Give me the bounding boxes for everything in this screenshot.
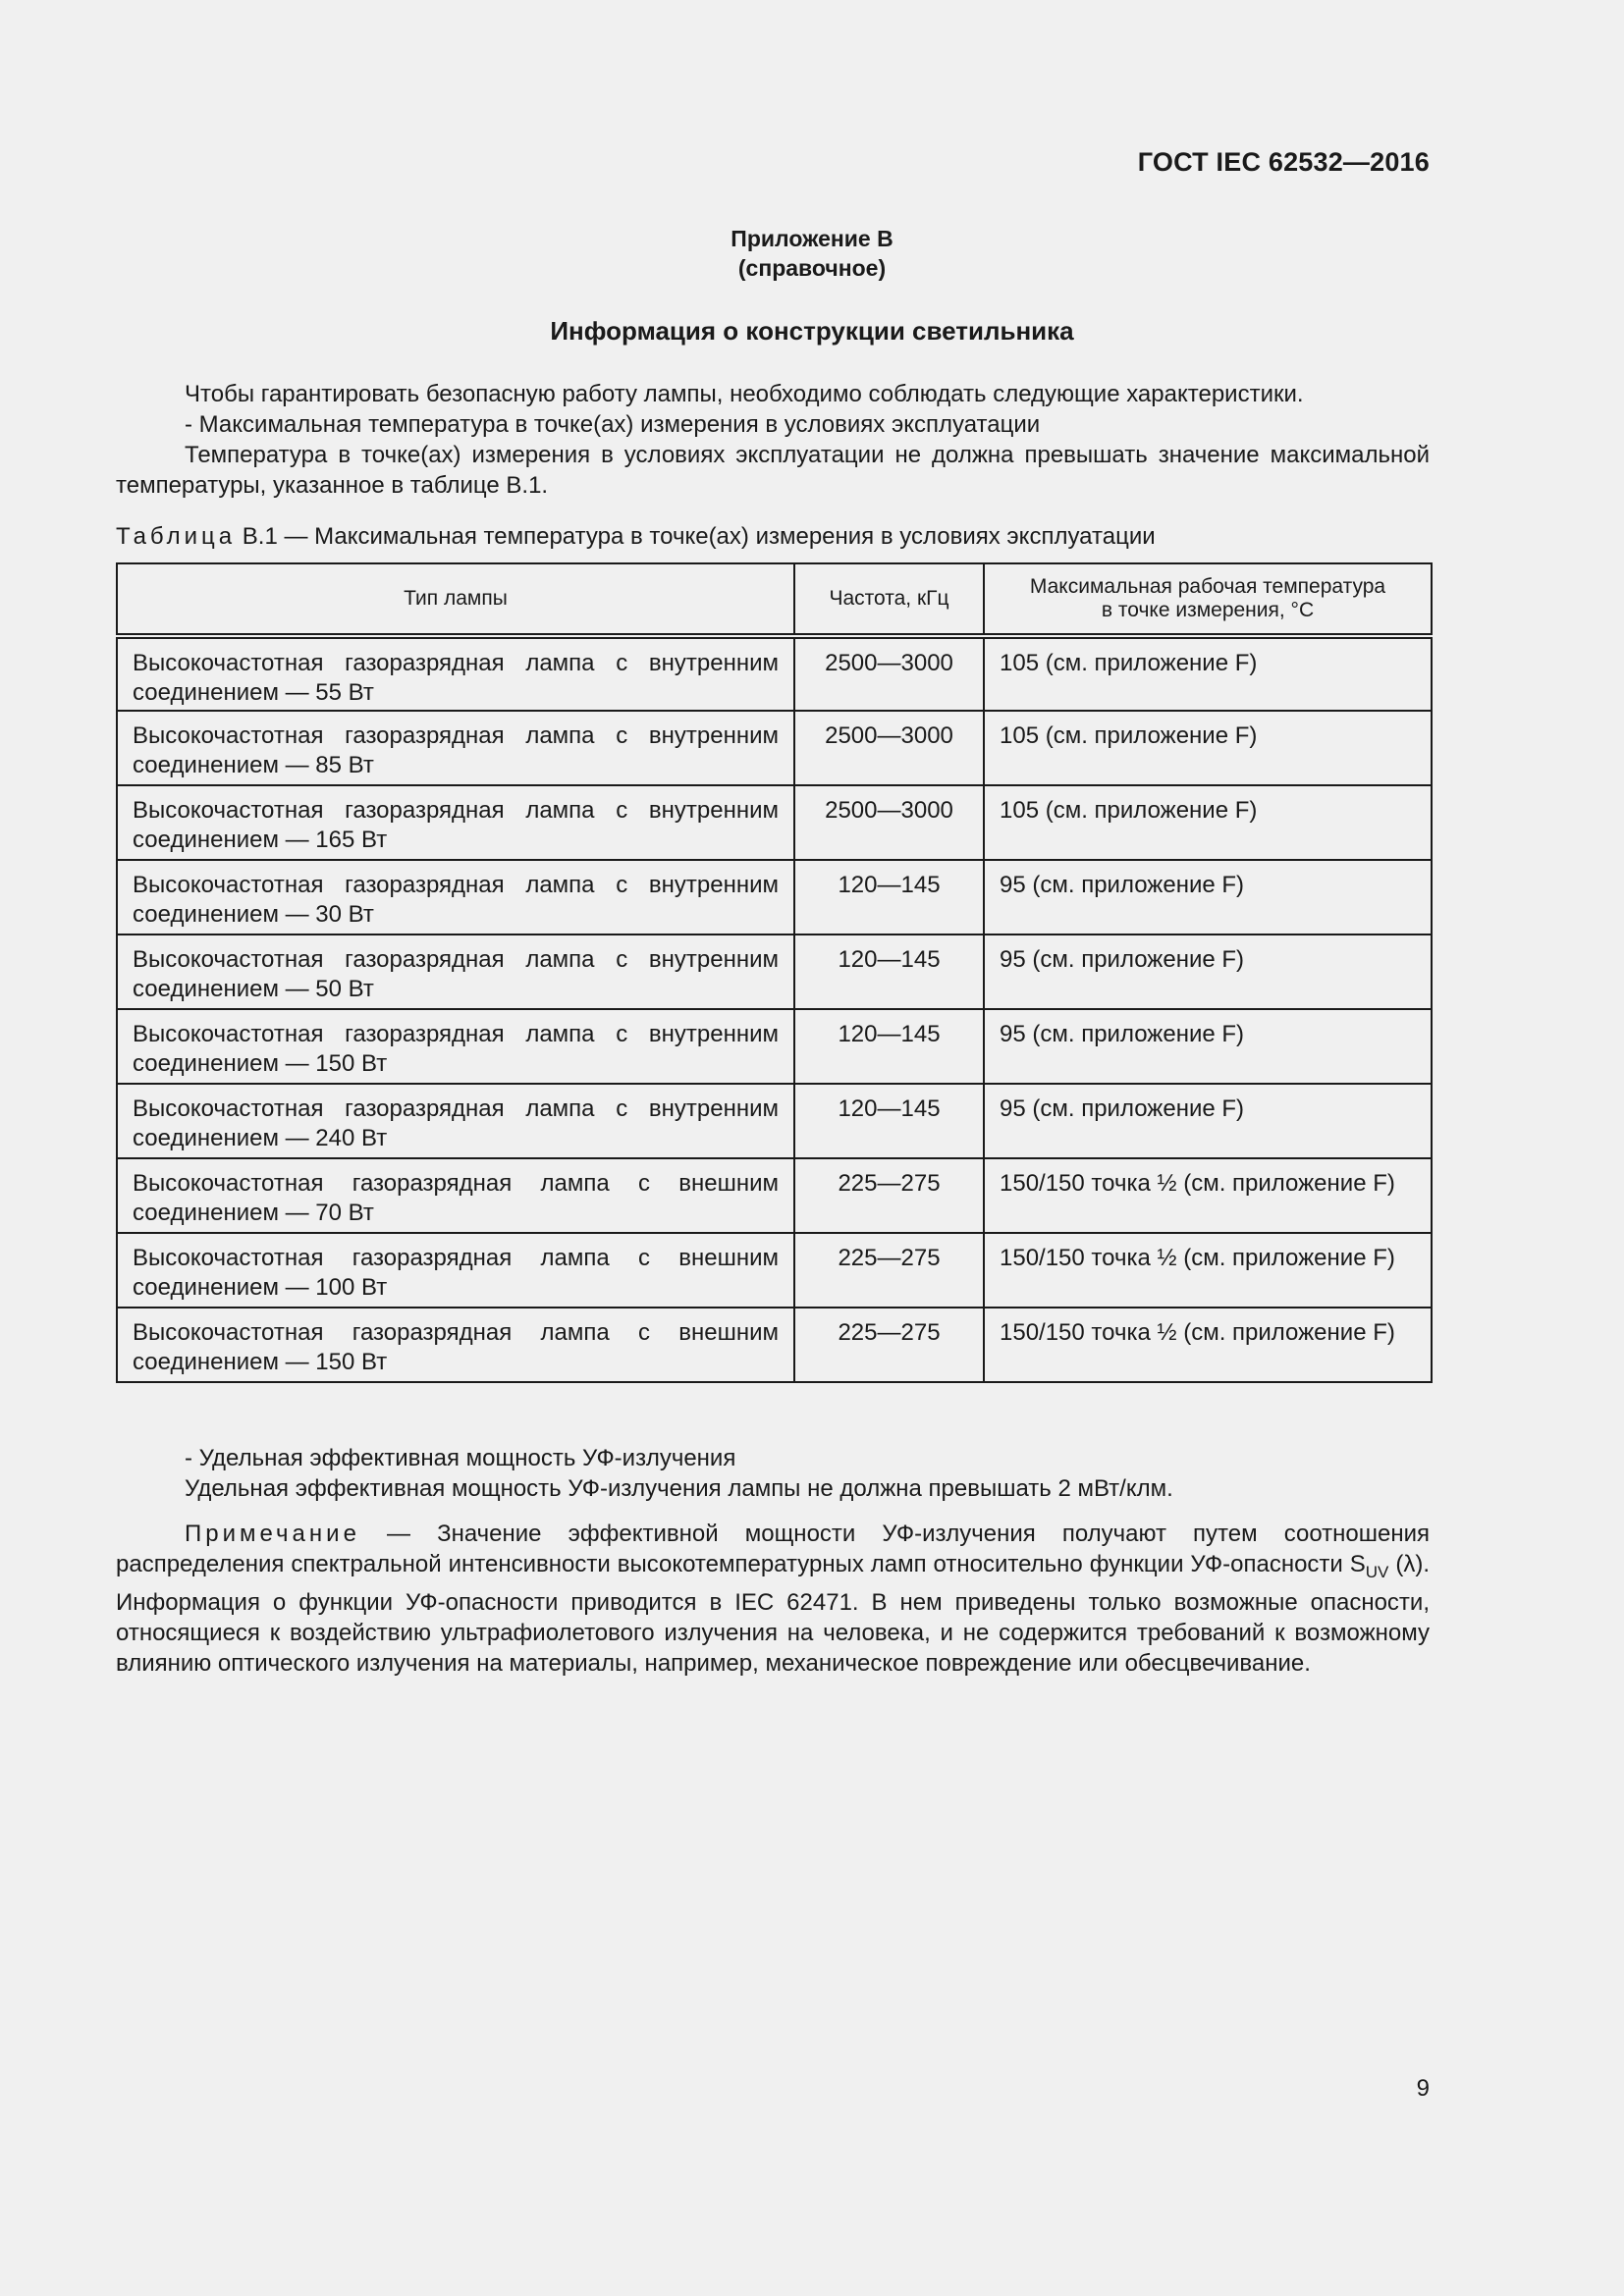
cell-freq: 2500—3000 [794, 636, 984, 711]
uv-paragraph-1: - Удельная эффективная мощность УФ-излучения [185, 1445, 736, 1471]
cell-freq: 2500—3000 [794, 711, 984, 785]
table-row [117, 785, 1432, 860]
table-caption-text: В.1 — Максимальная температура в точке(ах) измерения в условиях эксплуатации [242, 523, 1156, 550]
cell-type: Высокочастотная газоразрядная лампа с внешним соединением — 150 Вт [117, 1308, 794, 1382]
cell-type: Высокочастотная газоразрядная лампа с внутренним соединением — 30 Вт [117, 860, 794, 934]
annex-title: Приложение В [731, 226, 893, 251]
cell-type: Высокочастотная газоразрядная лампа с внутренним соединением — 240 Вт [117, 1084, 794, 1158]
cell-temp: 95 (см. приложение F) [984, 1084, 1432, 1158]
cell-type: Высокочастотная газоразрядная лампа с внутренним соединением — 55 Вт [117, 636, 794, 711]
note-text-before: — Значение эффективной мощности УФ-излучения получают путем соотношения распределения спектральной интенсивности высокотемпературных ламп относительно функции УФ-опасности S [116, 1521, 1430, 1577]
header-frequency: Частота, кГц [794, 563, 984, 636]
note-subscript: UV [1365, 1562, 1389, 1581]
cell-freq: 120—145 [794, 1009, 984, 1084]
cell-temp: 105 (см. приложение F) [984, 711, 1432, 785]
cell-type: Высокочастотная газоразрядная лампа с внутренним соединением — 150 Вт [117, 1009, 794, 1084]
section-title: Информация о конструкции светильника [550, 316, 1074, 346]
table-row [117, 1009, 1432, 1084]
table-caption-label: Таблица [116, 523, 237, 550]
annex-heading [0, 224, 1624, 283]
cell-freq: 225—275 [794, 1308, 984, 1382]
cell-freq: 120—145 [794, 860, 984, 934]
table-row [117, 1233, 1432, 1308]
cell-type: Высокочастотная газоразрядная лампа с внешним соединением — 100 Вт [117, 1233, 794, 1308]
cell-freq: 225—275 [794, 1158, 984, 1233]
standard-code: ГОСТ IEC 62532—2016 [1137, 147, 1430, 177]
annex-kind: (справочное) [737, 255, 887, 281]
cell-freq: 120—145 [794, 934, 984, 1009]
cell-type: Высокочастотная газоразрядная лампа с внешним соединением — 70 Вт [117, 1158, 794, 1233]
table-row [117, 1158, 1432, 1233]
cell-temp: 95 (см. приложение F) [984, 860, 1432, 934]
intro-paragraph-1: Чтобы гарантировать безопасную работу лампы, необходимо соблюдать следующие характеристики. [185, 381, 1304, 407]
cell-temp: 150/150 точка ½ (см. приложение F) [984, 1308, 1432, 1382]
table-row [117, 711, 1432, 785]
cell-type: Высокочастотная газоразрядная лампа с внутренним соединением — 85 Вт [117, 711, 794, 785]
table-row [117, 636, 1432, 711]
note-label: Примечание [185, 1521, 360, 1547]
header-max-temperature: Максимальная рабочая температура в точке измерения, °С [984, 563, 1432, 636]
intro-paragraph-3: Температура в точке(ах) измерения в условиях эксплуатации не должна превышать значение максимальной температуры, указанное в таблице В.1. [116, 442, 1430, 499]
cell-temp: 150/150 точка ½ (см. приложение F) [984, 1158, 1432, 1233]
cell-type: Высокочастотная газоразрядная лампа с внутренним соединением — 50 Вт [117, 934, 794, 1009]
table-body [117, 636, 1432, 1382]
table-header-row [117, 563, 1432, 636]
header-lamp-type: Тип лампы [117, 563, 794, 636]
intro-paragraph-2: - Максимальная температура в точке(ах) измерения в условиях эксплуатации [185, 411, 1041, 438]
table-row [117, 1084, 1432, 1158]
table-row [117, 860, 1432, 934]
note-paragraph [116, 1519, 1430, 1679]
page-number: 9 [1416, 2075, 1430, 2102]
cell-temp: 95 (см. приложение F) [984, 1009, 1432, 1084]
uv-paragraph-2: Удельная эффективная мощность УФ-излучения лампы не должна превышать 2 мВт/клм. [185, 1475, 1173, 1502]
cell-temp: 95 (см. приложение F) [984, 934, 1432, 1009]
table-row [117, 1308, 1432, 1382]
table-row [117, 934, 1432, 1009]
note-text-after: (λ). Информация о функции УФ-опасности приводится в IEC 62471. В нем приведены только возможные опасности, относящиеся к воздействию ультрафиолетового излучения на человека, и не содержится требований к возможному влиянию оптического излучения на материалы, например, механическое повреждение или обесцвечивание. [116, 1551, 1430, 1677]
cell-freq: 225—275 [794, 1233, 984, 1308]
cell-temp: 150/150 точка ½ (см. приложение F) [984, 1233, 1432, 1308]
cell-type: Высокочастотная газоразрядная лампа с внутренним соединением — 165 Вт [117, 785, 794, 860]
cell-temp: 105 (см. приложение F) [984, 636, 1432, 711]
temperature-table [116, 562, 1433, 1383]
table-caption [116, 521, 1430, 552]
cell-freq: 120—145 [794, 1084, 984, 1158]
cell-freq: 2500—3000 [794, 785, 984, 860]
cell-temp: 105 (см. приложение F) [984, 785, 1432, 860]
